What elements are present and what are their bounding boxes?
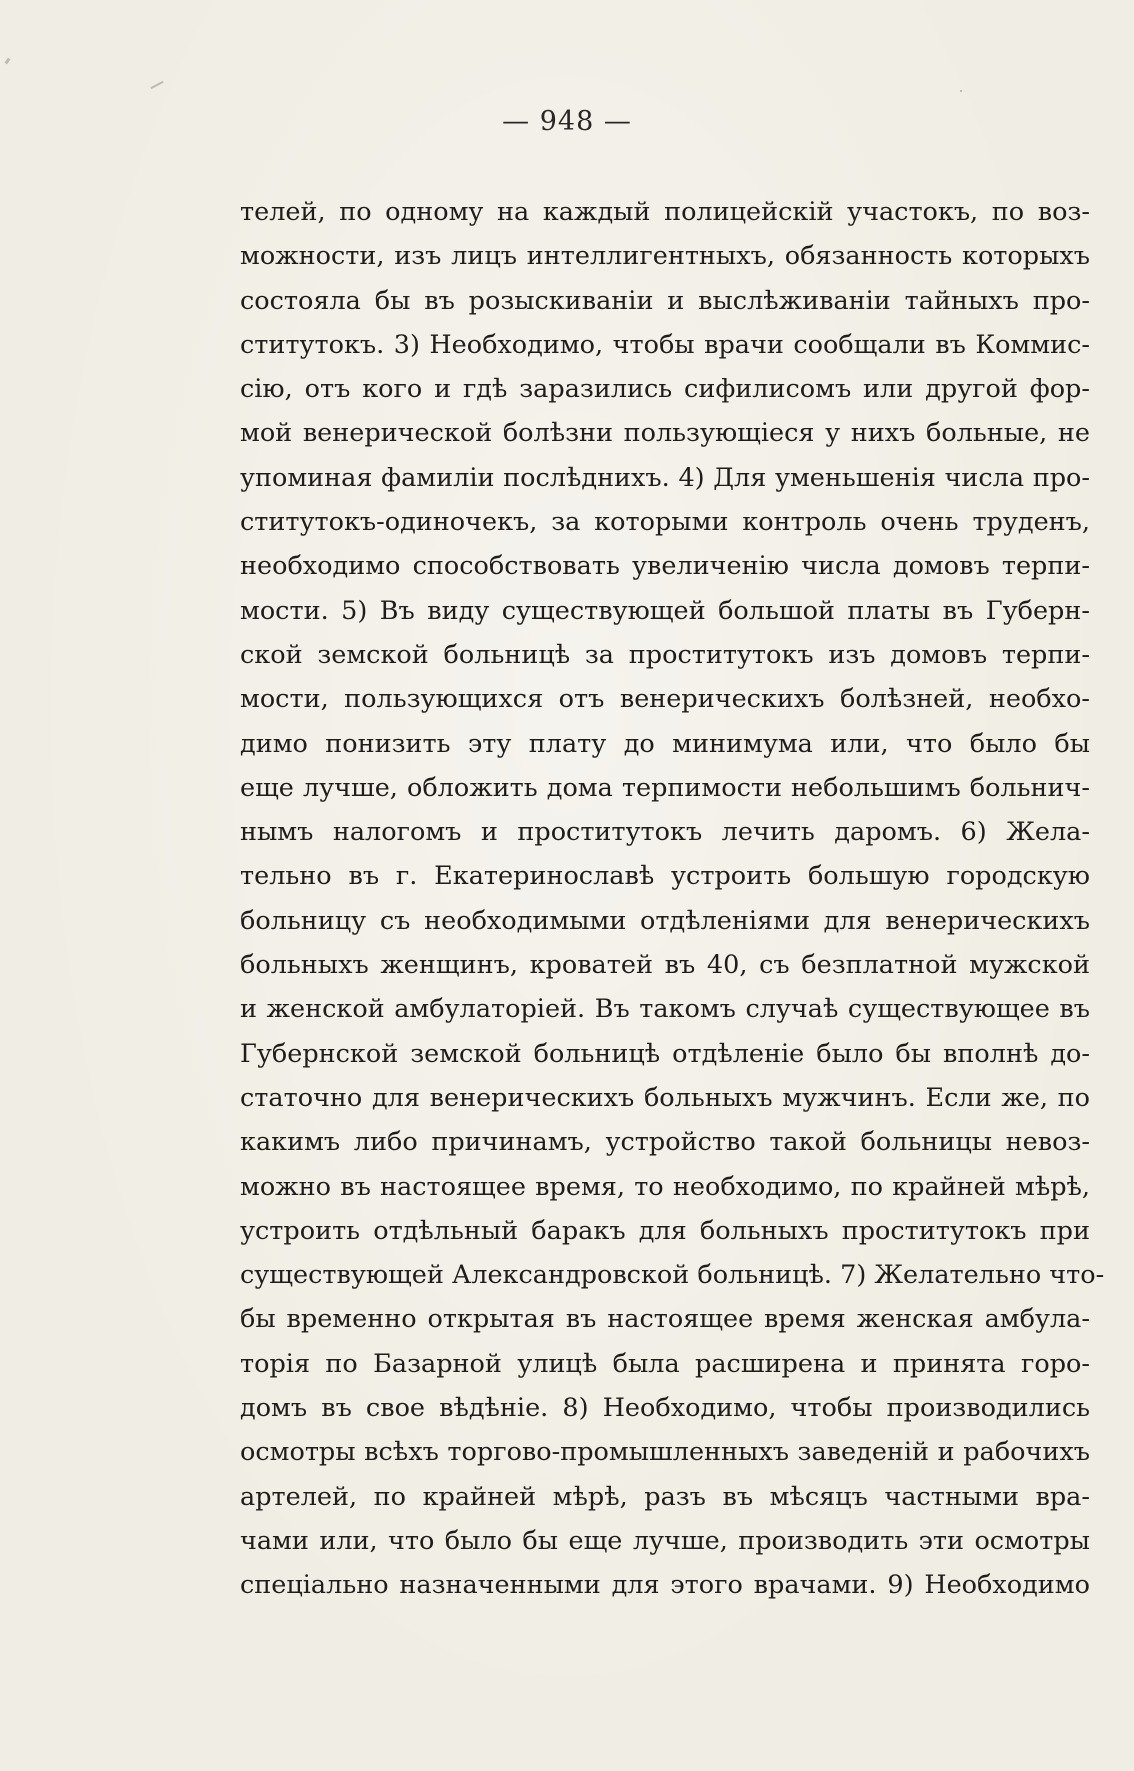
text-line: мой венерической болѣзни пользующіеся у нихъ больные, не: [240, 418, 1090, 449]
text-line: бы временно открытая въ настоящее время женская амбула-: [240, 1304, 1090, 1335]
text-line: мости. 5) Въ виду существующей большой платы въ Губерн-: [240, 595, 1090, 626]
text-line: Губернской земской больницѣ отдѣленіе было бы вполнѣ до-: [240, 1038, 1090, 1069]
text-line: больныхъ женщинъ, кроватей въ 40, съ безплатной мужской: [240, 950, 1090, 981]
text-line: можности, изъ лицъ интеллигентныхъ, обязанность которыхъ: [240, 241, 1090, 272]
text-line: нымъ налогомъ и проститутокъ лечить даромъ. 6) Жела-: [240, 817, 1090, 848]
text-line: больницу съ необходимыми отдѣленіями для венерическихъ: [240, 905, 1090, 936]
text-line: артелей, по крайней мѣрѣ, разъ въ мѣсяцъ частными вра-: [240, 1481, 1090, 1512]
paper-speck: [150, 81, 163, 89]
text-line: какимъ либо причинамъ, устройство такой больницы невоз-: [240, 1127, 1090, 1158]
paper-speck: [5, 58, 11, 65]
text-line: чами или, что было бы еще лучше, производить эти осмотры: [240, 1525, 1090, 1556]
text-line: домъ въ свое вѣдѣніе. 8) Необходимо, чтобы производились: [240, 1393, 1090, 1424]
text-line: осмотры всѣхъ торгово-промышленныхъ заведеній и рабочихъ: [240, 1437, 1090, 1468]
text-line: тельно въ г. Екатеринославѣ устроить большую городскую: [240, 861, 1090, 892]
page-number: — 948 —: [502, 106, 632, 137]
paper-speck: [960, 90, 962, 92]
text-line: мости, пользующихся отъ венерическихъ болѣзней, необхо-: [240, 684, 1090, 715]
text-line: устроить отдѣльный баракъ для больныхъ проститутокъ при: [240, 1215, 1090, 1246]
text-line: ститутокъ-одиночекъ, за которыми контроль очень труденъ,: [240, 507, 1090, 538]
text-line: ститутокъ. 3) Необходимо, чтобы врачи сообщали въ Коммис-: [240, 329, 1090, 360]
text-line: можно въ настоящее время, то необходимо, по крайней мѣрѣ,: [240, 1171, 1090, 1202]
text-line: телей, по одному на каждый полицейскій участокъ, по воз-: [240, 197, 1090, 227]
body-text: [240, 190, 1105, 1608]
text-line: спеціально назначенными для этого врачами. 9) Необходимо: [240, 1570, 1090, 1601]
text-line: и женской амбулаторіей. Въ такомъ случаѣ существующее въ: [240, 994, 1090, 1025]
text-line: статочно для венерическихъ больныхъ мужчинъ. Если же, по: [240, 1082, 1090, 1113]
text-line: необходимо способствовать увеличенію числа домовъ терпи-: [240, 551, 1090, 582]
text-line: упоминая фамиліи послѣднихъ. 4) Для уменьшенія числа про-: [240, 462, 1090, 493]
text-line: состояла бы въ розыскиваніи и выслѣживаніи тайныхъ про-: [240, 285, 1090, 316]
text-line: сію, отъ кого и гдѣ заразились сифилисомъ или другой фор-: [240, 374, 1090, 405]
text-line: димо понизить эту плату до минимума или, что было бы: [240, 728, 1090, 759]
text-line: торія по Базарной улицѣ была расширена и принята горо-: [240, 1348, 1090, 1379]
text-line: существующей Александровской больницѣ. 7) Желательно что-: [240, 1260, 1105, 1291]
text-line: ской земской больницѣ за проститутокъ изъ домовъ терпи-: [240, 639, 1090, 670]
text-line: еще лучше, обложить дома терпимости небольшимъ больнич-: [240, 772, 1090, 803]
